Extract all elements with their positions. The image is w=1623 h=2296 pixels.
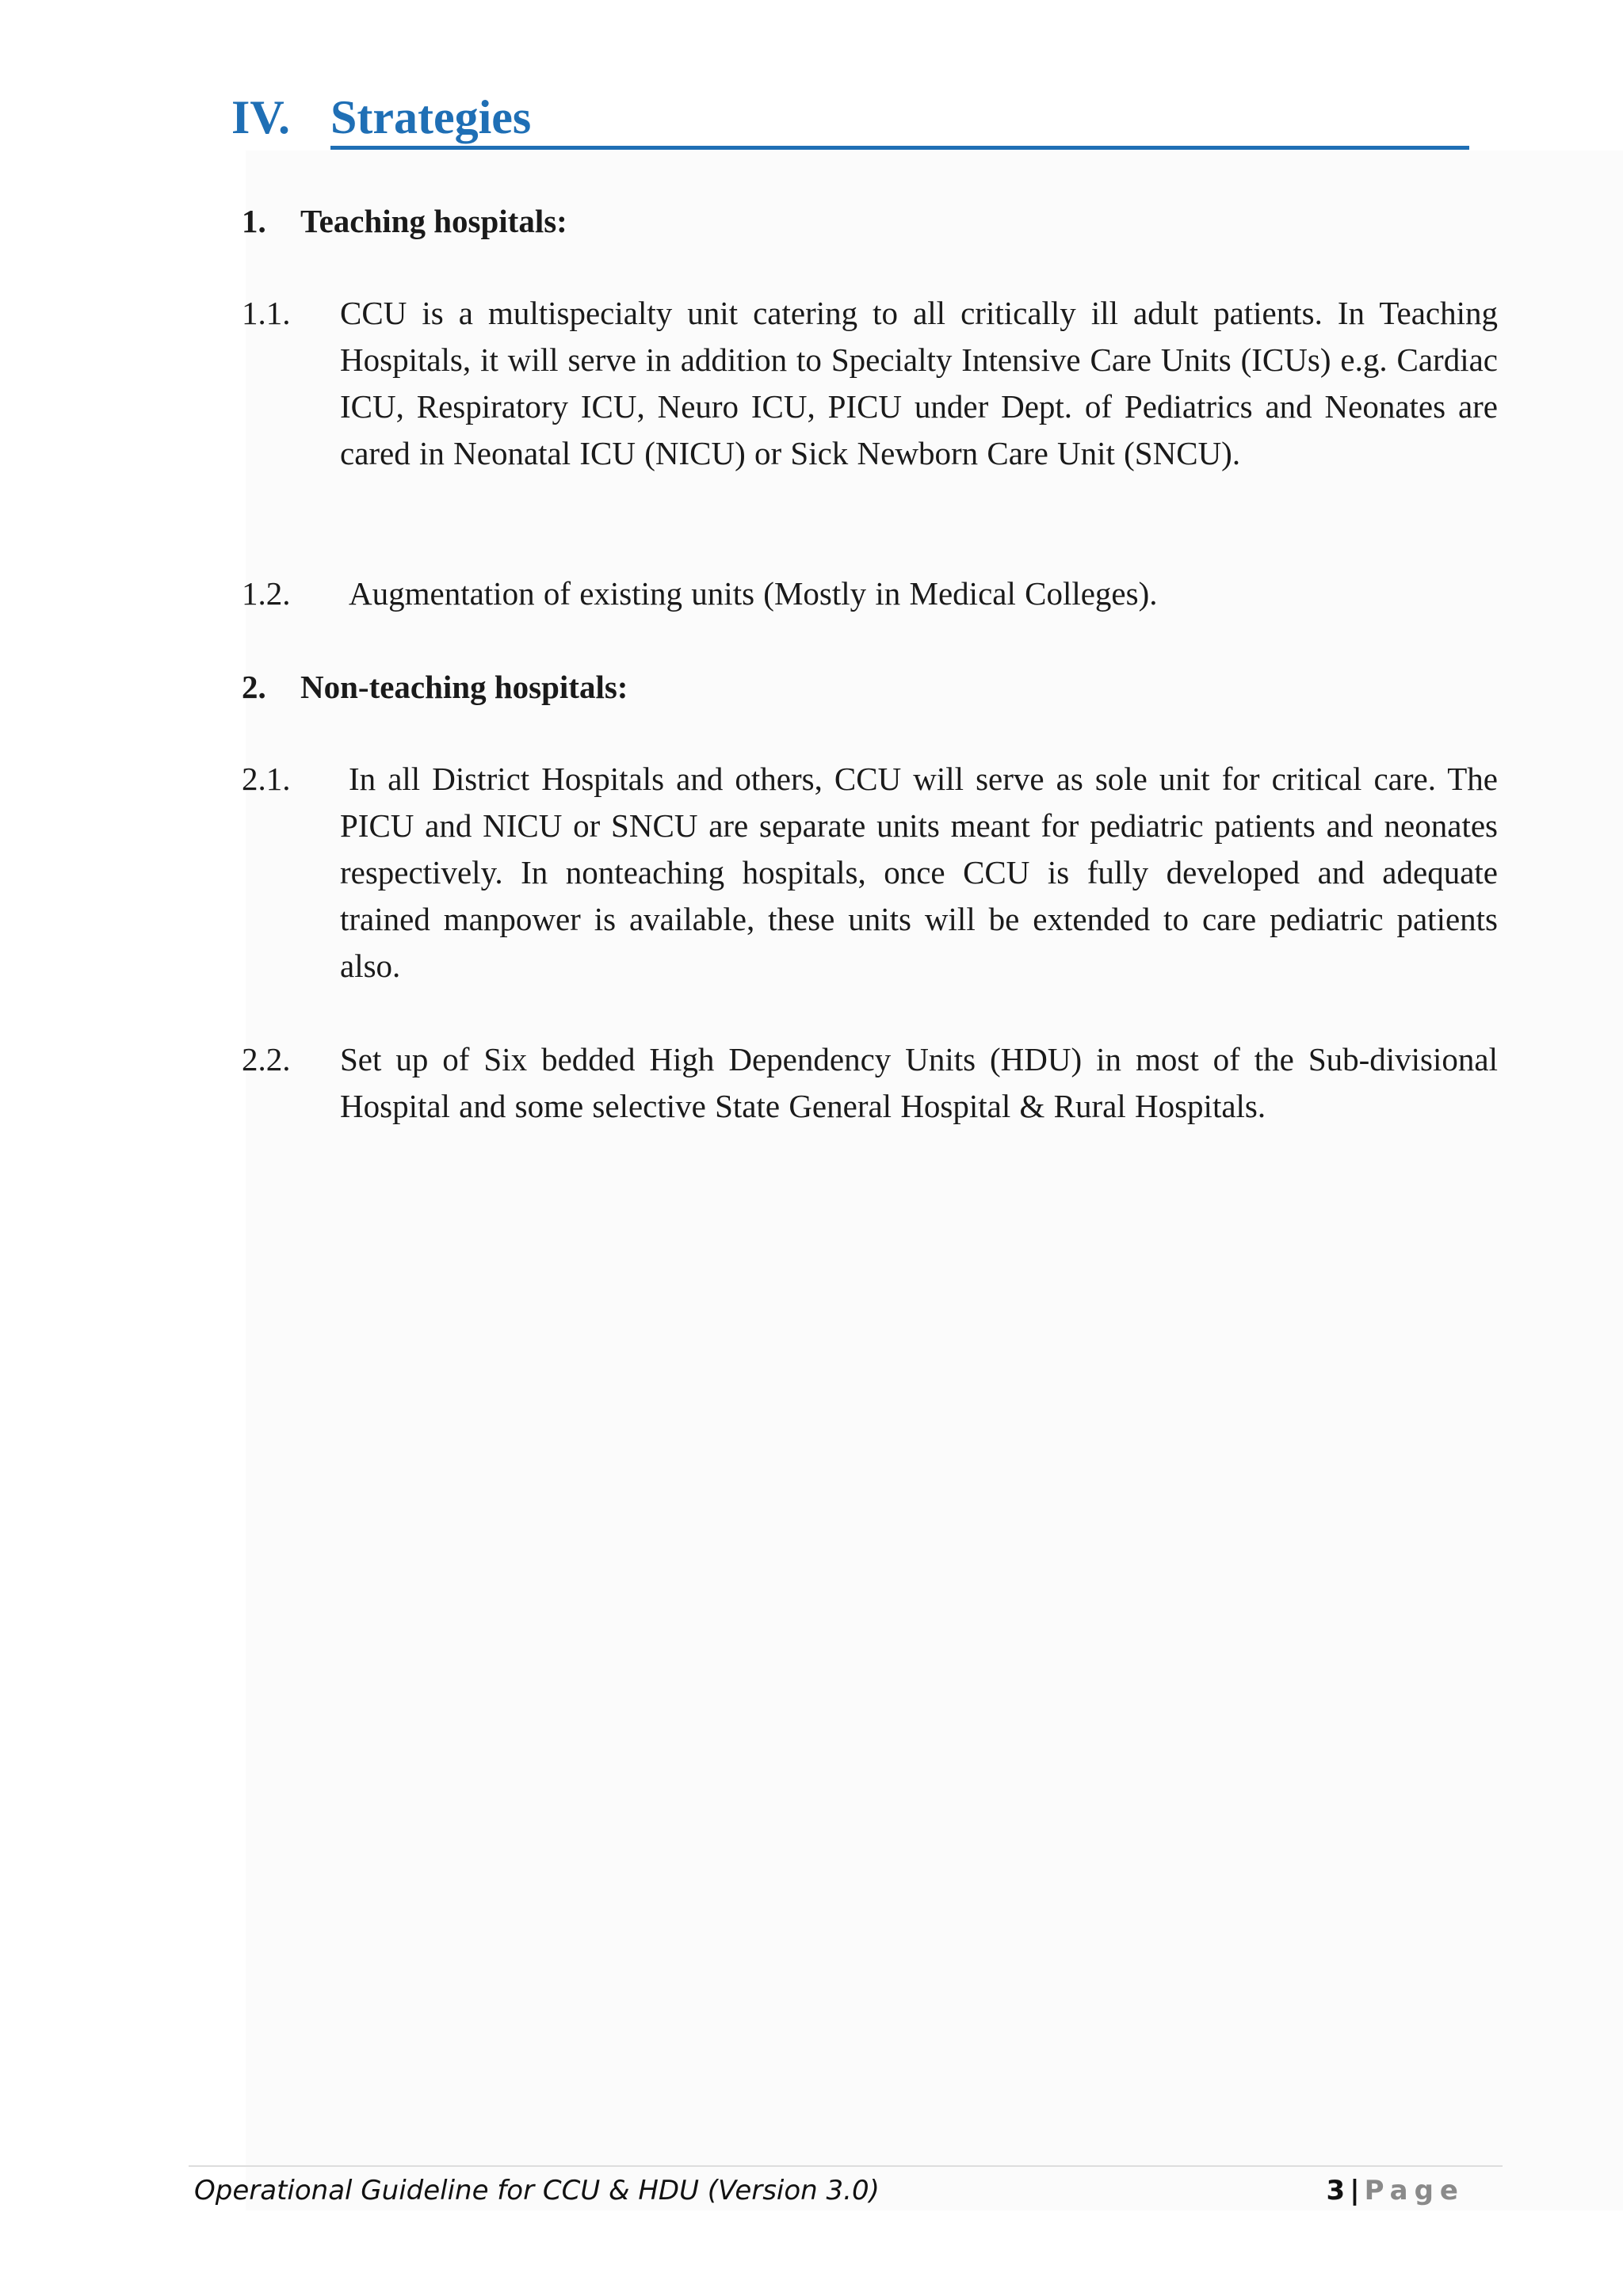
item-number: 1.2.	[242, 575, 291, 612]
footer-document-title: Operational Guideline for CCU & HDU (Version 3.0)	[194, 2175, 880, 2206]
item-number: 1.1.	[242, 295, 291, 331]
page-label: Page	[1364, 2175, 1465, 2206]
list-item-1-1	[242, 290, 1498, 477]
subsection-number: 2.	[242, 669, 266, 705]
subsection-heading-non-teaching	[242, 664, 628, 710]
subsection-number: 1.	[242, 203, 266, 239]
list-item-1-2	[242, 570, 1498, 617]
item-text: In all District Hospitals and others, CCU will serve as sole unit for critical care. The PICU and NICU or SNCU are separate units meant for pediatric patients and neonates respectively. In nonteaching hospitals, once CCU is fully developed and adequate trained manpower is available, these units will be extended to care pediatric patients also.	[340, 761, 1498, 984]
item-text: Set up of Six bedded High Dependency Units (HDU) in most of the Sub-divisional Hospital and some selective State General Hospital & Rural Hospitals.	[340, 1041, 1498, 1124]
heading-number: IV.	[231, 91, 290, 143]
footer-separator: |	[1350, 2175, 1360, 2206]
subsection-heading-teaching	[242, 198, 567, 244]
item-number: 2.2.	[242, 1041, 291, 1077]
section-heading	[231, 86, 1472, 150]
heading-title: Strategies	[330, 89, 1469, 150]
subsection-title: Non-teaching hospitals:	[300, 669, 628, 705]
list-item-2-2	[242, 1036, 1498, 1130]
item-text: CCU is a multispecialty unit catering to all critically ill adult patients. In Teaching Hospitals, it will serve in addition to Specialty Intensive Care Units (ICUs) e.g. Cardiac ICU, Respiratory ICU, Neuro ICU, PICU under Dept. of Pediatrics and Neonates are cared in Neonatal ICU (NICU) or Sick Newborn Care Unit (SNCU).	[340, 295, 1498, 471]
page-number: 3	[1326, 2175, 1346, 2206]
item-text: Augmentation of existing units (Mostly in Medical Colleges).	[349, 575, 1158, 612]
item-number: 2.1.	[242, 761, 291, 797]
list-item-2-1	[242, 756, 1498, 990]
subsection-title: Teaching hospitals:	[300, 203, 567, 239]
footer-page-indicator	[1327, 2171, 1465, 2210]
footer-divider	[189, 2165, 1503, 2167]
